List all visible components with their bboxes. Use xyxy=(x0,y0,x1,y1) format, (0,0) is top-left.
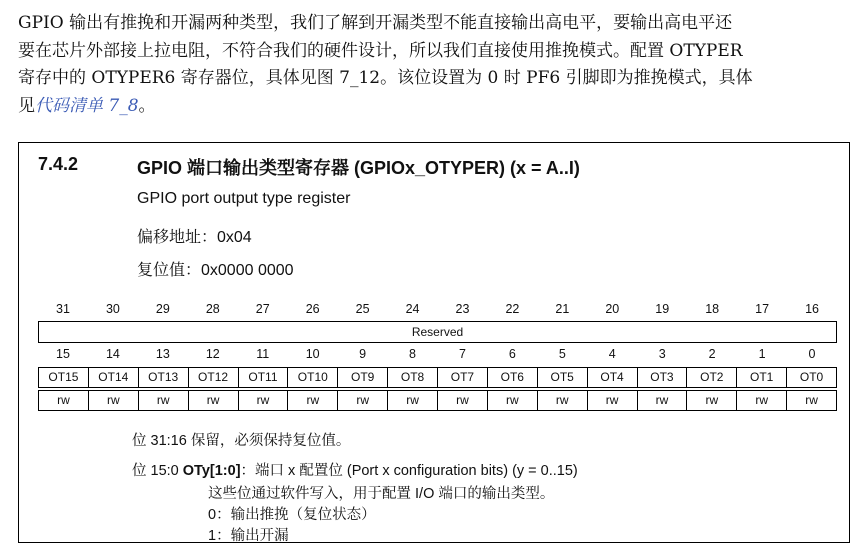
access-type-cell: rw xyxy=(139,391,189,410)
option-push-pull: 0：输出推挽（复位状态） xyxy=(208,507,376,523)
bit-number: 21 xyxy=(555,302,570,316)
bits-15-0-prefix: 位 15:0 xyxy=(132,463,183,479)
bit-number: 12 xyxy=(205,347,220,361)
bit-number: 14 xyxy=(105,347,120,361)
bit-number: 13 xyxy=(155,347,170,361)
offset-address: 偏移地址：0x04 xyxy=(137,229,252,246)
reset-value: 复位值：0x0000 0000 xyxy=(137,262,294,279)
bit-number: 4 xyxy=(608,347,616,361)
register-field-cell: OT4 xyxy=(588,368,638,387)
bits-31-16-description: 位 31:16 保留，必须保持复位值。 xyxy=(132,433,351,449)
access-type-cell: rw xyxy=(239,391,289,410)
intro-line: 要在芯片外部接上拉电阻，不符合我们的硬件设计，所以我们直接使用推挽模式。配置 OTYPER xyxy=(18,40,743,61)
register-field-cell: OT11 xyxy=(239,368,289,387)
bit-number: 22 xyxy=(505,302,520,316)
bit-number: 3 xyxy=(658,347,666,361)
access-type-cell: rw xyxy=(388,391,438,410)
reserved-field: Reserved xyxy=(38,321,837,343)
bit-number: 6 xyxy=(508,347,516,361)
register-english-name: GPIO port output type register xyxy=(137,190,351,207)
intro-paragraph xyxy=(18,10,858,120)
access-type-cell: rw xyxy=(638,391,688,410)
register-field-cell: OT2 xyxy=(687,368,737,387)
bit-number: 10 xyxy=(305,347,320,361)
bit-number-row-high xyxy=(38,302,837,316)
intro-line xyxy=(18,93,858,121)
access-type-cell: rw xyxy=(89,391,139,410)
bits-15-0-text: ：端口 x 配置位 (Port x configuration bits) (y = 0..15) xyxy=(240,463,578,479)
register-field-cell: OT7 xyxy=(438,368,488,387)
bit-number: 26 xyxy=(305,302,320,316)
bit-number: 5 xyxy=(558,347,566,361)
access-type-cell: rw xyxy=(588,391,638,410)
access-type-cell: rw xyxy=(189,391,239,410)
bit-number: 7 xyxy=(458,347,466,361)
access-type-cell: rw xyxy=(488,391,538,410)
bits-15-0-description xyxy=(132,459,578,480)
bit-number: 2 xyxy=(708,347,716,361)
bit-number: 18 xyxy=(705,302,720,316)
access-row xyxy=(38,390,837,411)
bit-number: 17 xyxy=(755,302,770,316)
section-number: 7.4.2 xyxy=(38,154,79,174)
register-field-cell: OT14 xyxy=(89,368,139,387)
register-field-cell: OT12 xyxy=(189,368,239,387)
field-name-oty: OTy[1:0] xyxy=(182,463,241,479)
bit-number: 9 xyxy=(359,347,367,361)
access-type-cell: rw xyxy=(737,391,787,410)
bit-number: 31 xyxy=(56,302,70,316)
bit-number: 11 xyxy=(256,347,270,361)
intro-line: GPIO 输出有推挽和开漏两种类型，我们了解到开漏类型不能直接输出高电平，要输出高电平还 xyxy=(18,13,733,33)
bit-number: 20 xyxy=(605,302,620,316)
register-field-cell: OT1 xyxy=(737,368,787,387)
bit-number: 24 xyxy=(405,302,420,316)
register-title: GPIO 端口输出类型寄存器 (GPIOx_OTYPER) (x = A..I) xyxy=(137,158,580,178)
bit-number: 30 xyxy=(105,302,120,316)
bit-number: 25 xyxy=(355,302,370,316)
bit-number: 16 xyxy=(805,302,819,316)
access-type-cell: rw xyxy=(39,391,89,410)
code-listing-link[interactable]: 代码清单 7_8 xyxy=(35,95,139,116)
register-field-cell: OT10 xyxy=(288,368,338,387)
access-type-cell: rw xyxy=(538,391,588,410)
bit-number: 15 xyxy=(56,347,70,361)
bit-number: 8 xyxy=(409,347,416,361)
bit-number: 0 xyxy=(808,347,816,361)
intro-line: 寄存中的 OTYPER6 寄存器位，具体见图 7_12。该位设置为 0 时 PF6 引脚即为推挽模式，具体 xyxy=(18,68,753,88)
access-type-cell: rw xyxy=(338,391,388,410)
register-field-cell: OT6 xyxy=(488,368,538,387)
bit-number: 28 xyxy=(205,302,220,316)
bit-number: 27 xyxy=(255,302,270,316)
access-type-cell: rw xyxy=(288,391,338,410)
register-field-cell: OT9 xyxy=(338,368,388,387)
access-type-cell: rw xyxy=(787,391,837,410)
access-type-cell: rw xyxy=(438,391,488,410)
access-type-cell: rw xyxy=(687,391,737,410)
bit-number: 1 xyxy=(758,347,766,361)
register-field-cell: OT5 xyxy=(538,368,588,387)
intro-text: 见 xyxy=(18,95,35,116)
register-field-cell: OT3 xyxy=(638,368,688,387)
register-field-cell: OT13 xyxy=(139,368,189,387)
bit-number: 23 xyxy=(455,302,470,316)
bit-number-row-low xyxy=(38,347,837,361)
register-field-cell: OT0 xyxy=(787,368,837,387)
option-open-drain: 1：输出开漏 xyxy=(208,528,289,544)
intro-text: 。 xyxy=(138,95,156,116)
field-detail-text: 这些位通过软件写入，用于配置 I/O 端口的输出类型。 xyxy=(208,486,555,502)
field-name-row xyxy=(38,367,837,388)
register-field-cell: OT15 xyxy=(39,368,89,387)
bit-number: 19 xyxy=(655,302,670,316)
register-description-box xyxy=(18,142,850,543)
bit-number: 29 xyxy=(155,302,170,316)
register-field-cell: OT8 xyxy=(388,368,438,387)
